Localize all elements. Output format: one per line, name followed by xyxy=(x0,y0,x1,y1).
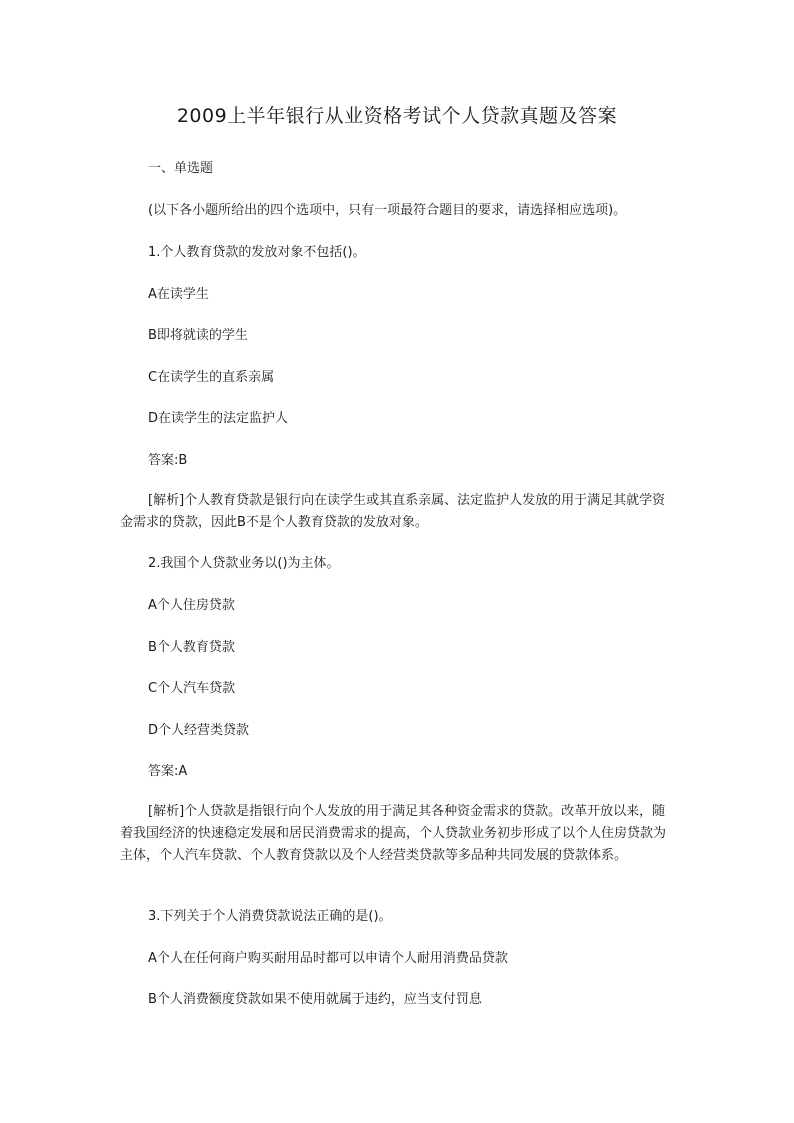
question-2-analysis: [解析]个人贷款是指银行向个人发放的用于满足其各种资金需求的贷款。改革开放以来，随着我国经济的快速稳定发展和居民消费需求的提高，个人贷款业务初步形成了以个人住房贷款为主体，个人汽车贷款、个人教育贷款以及个人经营类贷款等多品种共同发展的贷款体系。 xyxy=(120,804,667,863)
question-2-option-b: B个人教育贷款 xyxy=(148,640,235,655)
question-2-option-d: D个人经营类贷款 xyxy=(148,723,250,738)
section-heading: 一、单选题 xyxy=(148,161,214,176)
question-2-answer: 答案:A xyxy=(148,764,188,779)
question-2-stem: 2.我国个人贷款业务以()为主体。 xyxy=(148,556,340,571)
question-3-option-b: B个人消费额度贷款如果不使用就属于违约，应当支付罚息 xyxy=(148,992,482,1007)
question-1-answer: 答案:B xyxy=(148,453,188,468)
document-title: 2009上半年银行从业资格考试个人贷款真题及答案 xyxy=(176,105,618,127)
question-2-option-c: C个人汽车贷款 xyxy=(148,681,236,696)
question-3-stem: 3.下列关于个人消费贷款说法正确的是()。 xyxy=(148,909,392,924)
instructions-text: (以下各小题所给出的四个选项中，只有一项最符合题目的要求，请选择相应选项)。 xyxy=(148,203,627,218)
question-1-stem: 1.个人教育贷款的发放对象不包括()。 xyxy=(148,245,366,260)
question-1-option-a: A在读学生 xyxy=(148,287,209,302)
question-1-analysis: [解析]个人教育贷款是银行向在读学生或其直系亲属、法定监护人发放的用于满足其就学资金需求的贷款，因此B不是个人教育贷款的发放对象。 xyxy=(120,493,666,530)
question-1-option-b: B即将就读的学生 xyxy=(148,328,248,343)
question-2-option-a: A个人住房贷款 xyxy=(148,598,235,613)
question-1-option-c: C在读学生的直系亲属 xyxy=(148,370,275,385)
question-1-option-d: D在读学生的法定监护人 xyxy=(148,411,289,426)
question-3-option-a: A个人在任何商户购买耐用品时都可以申请个人耐用消费品贷款 xyxy=(148,951,508,966)
